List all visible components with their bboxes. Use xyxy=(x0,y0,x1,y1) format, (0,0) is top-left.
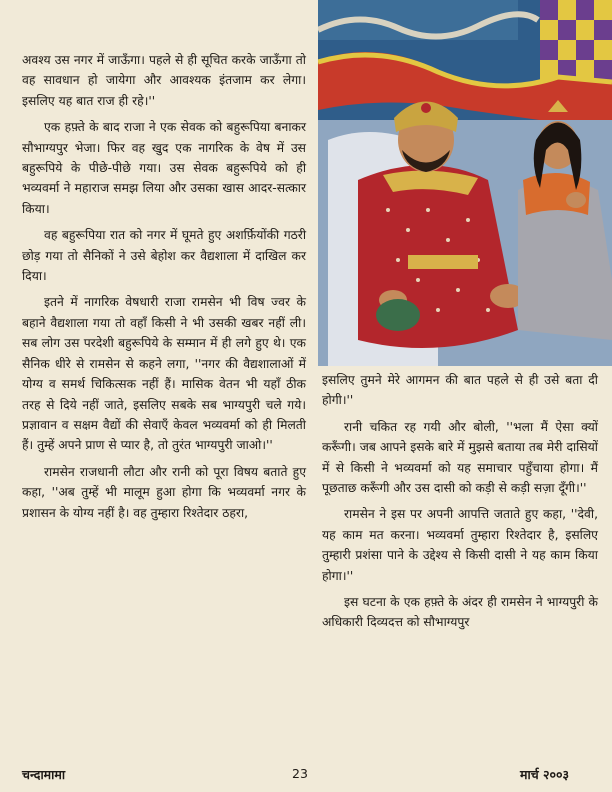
paragraph: इसलिए तुमने मेरे आगमन की बात पहले से ही उसे बता दी होगी।'' xyxy=(322,373,598,408)
king-queen-illustration xyxy=(318,0,612,366)
footer-issue-date: मार्च २००३ xyxy=(520,767,570,782)
paragraph: अवश्य उस नगर में जाऊँगा। पहले से ही सूचित करके जाऊँगा तो वह सावधान हो जायेगा और आवश्यक इंतजाम कर लेगा। इसलिए यह बात राज ही रहे।'' xyxy=(22,53,306,108)
paragraph: इस घटना के एक हफ़्ते के अंदर ही रामसेन ने भाग्यपुरी के अधिकारी दिव्यदत्त को सौभाग्यपुर xyxy=(322,595,598,630)
paragraph: रामसेन राजधानी लौटा और रानी को पूरा विषय बताते हुए कहा, ''अब तुम्हें भी मालूम हुआ होगा कि भव्यवर्मा नगर के प्रशासन के योग्य नहीं है। वह तुम्हारा रिश्तेदार ठहरा, xyxy=(22,464,306,520)
paragraph: रामसेन ने इस पर अपनी आपत्ति जताते हुए कहा, ''देवी, यह काम मत करना। भव्यवर्मा तुम्हारा रिश्तेदार है, इसलिए तुम्हारी प्रशंसा पाने के उद्देश्य से किसी दासी ने यह काम किया होगा।'' xyxy=(322,507,598,583)
left-text-column xyxy=(22,50,306,529)
paragraph: इतने में नागरिक वेषधारी राजा रामसेन भी विष ज्वर के बहाने वैद्यशाला गया तो वहाँ किसी ने भी उसकी खबर नहीं ली। सब लोग उस परदेशी बहुरूपिये के सम्मान में ही लगे हुए थे। एक सैनिक धीरे से रामसेन से कहने लगा, ''नगर की वैद्यशालाओं में योग्य व समर्थ चिकित्सक नहीं हैं। मासिक वेतन भी यहाँ ठीक तरह से दिये नहीं जाते, इसलिए सबके सब भाग्यपुरी चले गये। प्रज्ञावान व सक्षम वैद्यों की सेवाएँ केवल भव्यवर्मा को ही मिलती हैं। तुम्हें अपने प्राण से प्यार है, तो तुरंत भाग्यपुरी जाओ।'' xyxy=(22,295,306,453)
paragraph: वह बहुरूपिया रात को नगर में घूमते हुए अशर्फ़ियोंकी गठरी छोड़ गया तो सैनिकों ने उसे बेहोश कर वैद्यशाला में दाखिल कर दिया। xyxy=(22,228,306,284)
footer-page-number: 23 xyxy=(292,766,308,781)
story-illustration xyxy=(318,0,612,366)
footer-magazine-name: चन्दामामा xyxy=(22,767,66,782)
right-text-column xyxy=(322,370,598,639)
paragraph: एक हफ़्ते के बाद राजा ने एक सेवक को बहुरूपिया बनाकर सौभाग्यपुर भेजा। फिर वह खुद एक नागरिक के वेष में उस बहुरूपिये के पीछे-पीछे गया। उस सेवक बहुरूपिये को ही भव्यवर्मा ने महाराज समझ लिया और उसका खास आदर-सत्कार किया। xyxy=(22,120,306,216)
paragraph: रानी चकित रह गयी और बोली, ''भला मैं ऐसा क्यों करूँगी। जब आपने इसके बारे में मुझसे बताया तब मेरी दासियों में से किसी ने भव्यवर्मा को यह समाचार पहुँचाया होगा। मैं पूछताछ करूँगी और उस दासी को कड़ी से कड़ी सज़ा दूँगी।'' xyxy=(322,419,598,496)
